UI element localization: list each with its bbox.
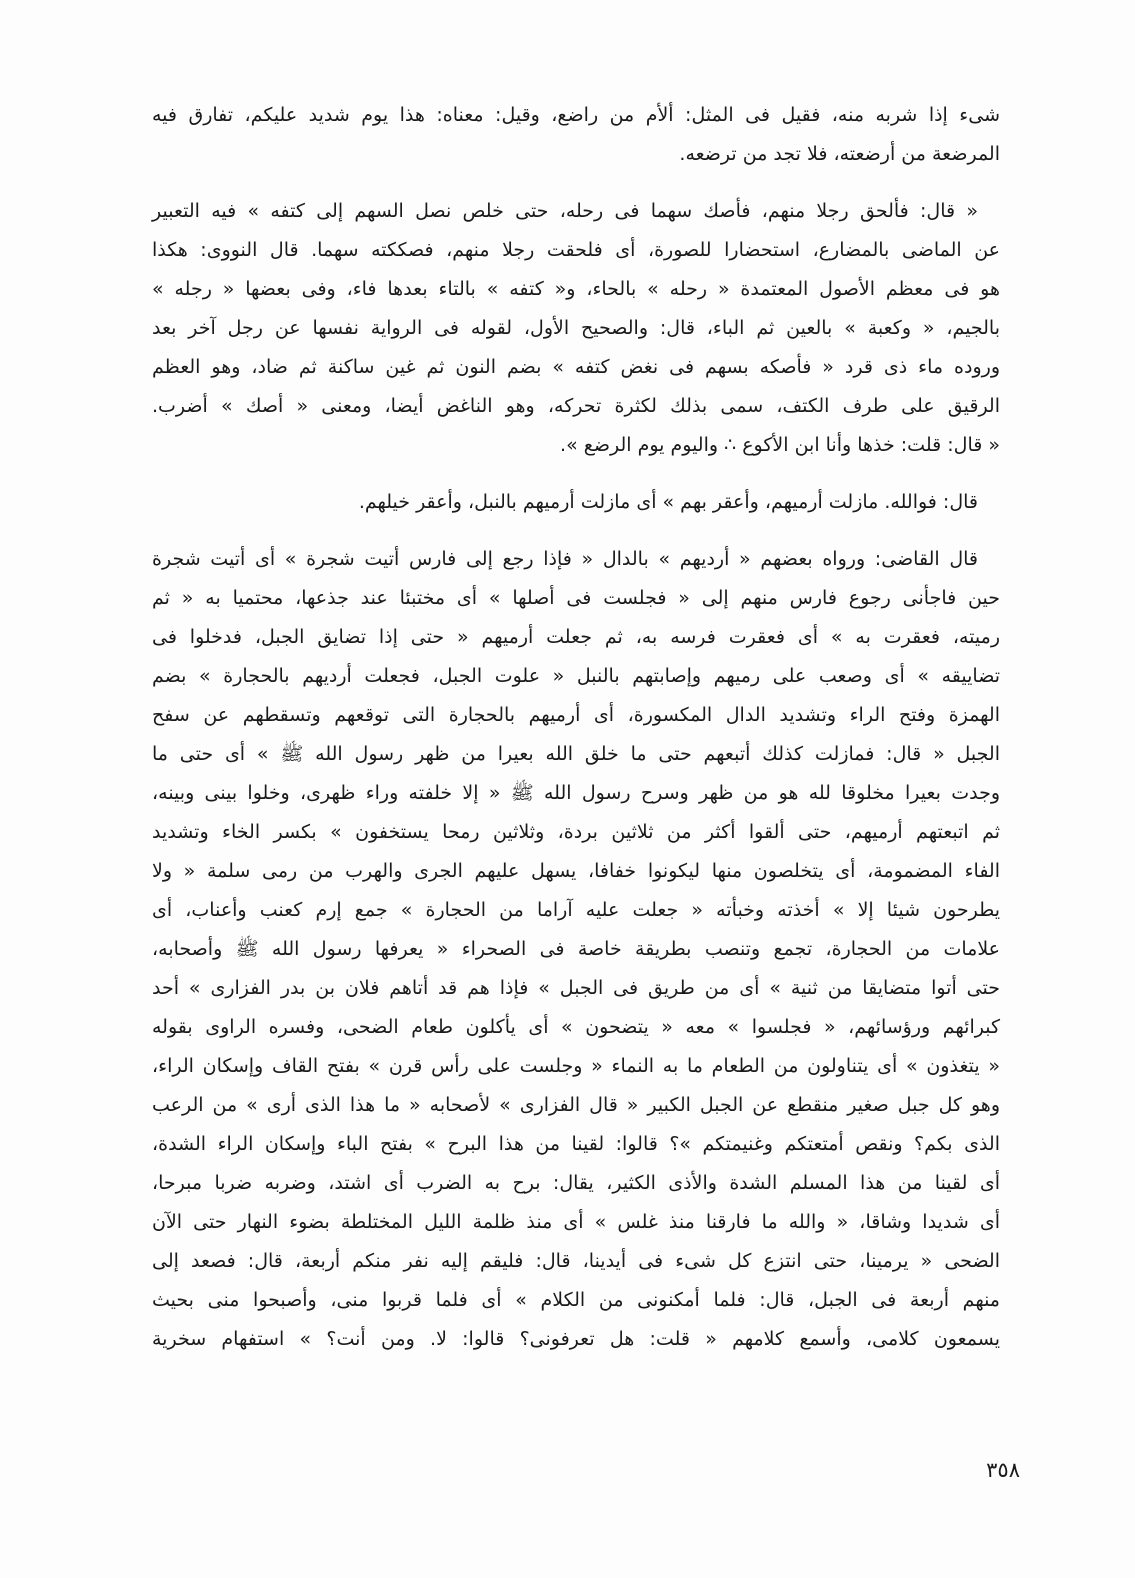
paragraph-4-line: أى شديدا وشاقا، « والله ما فارقنا منذ غلس » أى منذ ظلمة الليل المختلطة بضوء النهار حتى الآن [152,1211,1000,1233]
paragraph-2-line: عن الماضى بالمضارع، استحضارا للصورة، أى فلحقت رجلا منهم، فصككته سهما. قال النووى: هكذا [152,239,1000,261]
paragraph-4-line: حتى أتوا متضايقا من ثنية » أى من طريق فى الجبل » فإذا هم قد أتاهم فلان بن بدر الفزارى » أحد [152,977,1000,999]
paragraph-4-line: وجدت بعيرا مخلوقا لله هو من ظهر وسرح رسول الله ﷺ « إلا خلفته وراء ظهرى، وخلوا بينى وبينه، [152,782,1000,804]
paragraph-2-line: بالجيم، « وكعبة » بالعين ثم الباء، قال: والصحيح الأول، لقوله فى الرواية نفسها عن رجل آخر بعد [152,317,1000,339]
paragraph-2-line: هو فى معظم الأصول المعتمدة « رحله » بالحاء، و« كتفه » بالتاء بعدها فاء، وفى بعضها « رجله » [152,278,1000,300]
paragraph-4-line: الجبل « قال: فمازلت كذلك أتبعهم حتى ما خلق الله بعيرا من ظهر رسول الله ﷺ » أى حتى ما [152,743,1000,765]
paragraph-2-line: « قال: فألحق رجلا منهم، فأصك سهما فى رحله، حتى خلص نصل السهم إلى كتفه » فيه التعبير [152,200,978,222]
paragraph-4-line: « يتغذون » أى يتناولون من الطعام ما به النماء « وجلست على رأس قرن » بفتح القاف وإسكان الراء، [152,1055,1000,1077]
paragraph-4-line: يسمعون كلامى، وأسمع كلامهم « قلت: هل تعرفونى؟ قالوا: لا. ومن أنت؟ » استفهام سخرية [152,1328,1000,1350]
paragraph-4-line: ثم اتبعتهم أرميهم، حتى ألقوا أكثر من ثلاثين بردة، وثلاثين رمحا يستخفون » بكسر الخاء وتشديد [152,821,1000,843]
paragraph-4-line: الهمزة وفتح الراء وتشديد الدال المكسورة، أى أرميهم بالحجارة التى توقعهم وتسقطهم عن سفح [152,704,1000,726]
paragraph-2-line: الرقيق على طرف الكتف، سمى بذلك لكثرة تحركه، وهو الناغض أيضا، ومعنى « أصك » أضرب. [152,395,1000,417]
paragraph-4-line: منهم أربعة فى الجبل، قال: فلما أمكنونى من الكلام » أى فلما قربوا منى، وأصبحوا منى بحيث [152,1289,1000,1311]
paragraph-4-line: الفاء المضمومة، أى يتخلصون منها ليكونوا خفافا، يسهل عليهم الجرى والهرب من رمى سلمة « ولا [152,860,1000,882]
paragraph-4-line: الضحى « يرمينا، حتى انتزع كل شىء فى أيدينا، قال: فليقم إليه نفر منكم أربعة، قال: فصعد إلى [152,1250,1000,1272]
paragraph-4-line: أى لقينا من هذا المسلم الشدة والأذى الكثير، يقال: برح به الضرب أى اشتد، وضربه ضربا مبرحا، [152,1172,1000,1194]
paragraph-1-line: شىء إذا شربه منه، فقيل فى المثل: ألأم من راضع، وقيل: معناه: هذا يوم شديد عليكم، تفارق فيه [152,104,1000,126]
paragraph-4-line: علامات من الحجارة، تجمع وتنصب بطريقة خاصة فى الصحراء « يعرفها رسول الله ﷺ وأصحابه، [152,938,1000,960]
paragraph-3-line: قال: فوالله. مازلت أرميهم، وأعقر بهم » أى مازلت أرميهم بالنبل، وأعقر خيلهم. [358,491,978,513]
paragraph-2-line: وروده ماء ذى قرد « فأصكه بسهم فى نغض كتفه » بضم النون ثم غين ساكنة ثم ضاد، وهو العظم [152,356,1000,378]
paragraph-4-line: كبرائهم ورؤسائهم، « فجلسوا » معه « يتضحون » أى يأكلون طعام الضحى، وفسره الراوى بقوله [152,1016,1000,1038]
paragraph-4-line: حين فاجأنى رجوع فارس منهم إلى « فجلست فى أصلها » أى مختبئا عند جذعها، محتميا به « ثم [152,587,1000,609]
page-number: ٣٥٨ [986,1458,1020,1482]
paragraph-2-line: « قال: قلت: خذها وأنا ابن الأكوع ∴ واليوم يوم الرضع ». [560,434,1000,456]
paragraph-4-line: الذى بكم؟ ونقص أمتعتكم وغنيمتكم »؟ قالوا: لقينا من هذا البرح » بفتح الباء وإسكان الراء الشدة، [152,1133,1000,1155]
paragraph-4-line: قال القاضى: ورواه بعضهم « أرديهم » بالدال « فإذا رجع إلى فارس أتيت شجرة » أى أتيت شجرة [152,548,978,570]
paragraph-4-line: تضاييقه » أى وصعب على رميهم وإصابتهم بالنبل « علوت الجبل، فجعلت أرديهم بالحجارة » بضم [152,665,1000,687]
paragraph-4-line: يطرحون شيئا إلا » أخذته وخبأته « جعلت عليه آراما من الحجارة » جمع إرم كعنب وأعناب، أى [152,899,1000,921]
paragraph-1-line: المرضعة من أرضعته، فلا تجد من ترضعه. [679,143,1000,165]
paragraph-4-line: وهو كل جبل صغير منقطع عن الجبل الكبير « قال الفزارى » لأصحابه « ما هذا الذى أرى » من الرعب [152,1094,1000,1116]
paragraph-4-line: رميته، فعقرت به » أى فعقرت فرسه به، ثم جعلت أرميهم « حتى إذا تضايق الجبل، فدخلوا فى [152,626,1000,648]
